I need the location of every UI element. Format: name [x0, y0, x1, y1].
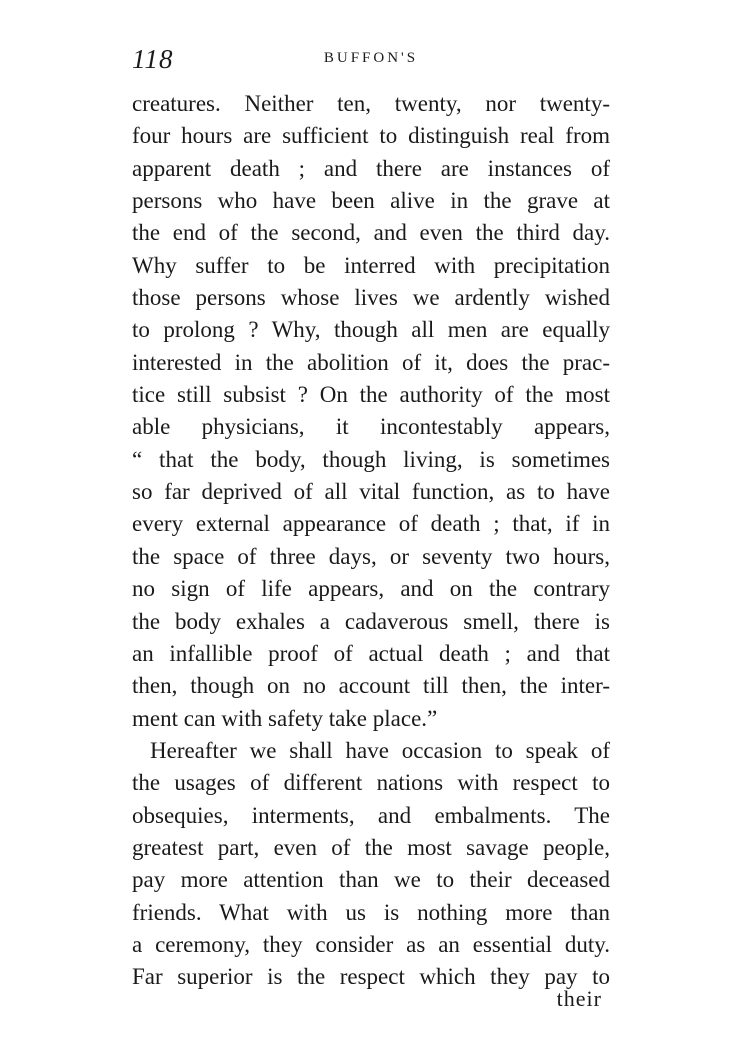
catchword: their [556, 986, 602, 1011]
text-line: obsequies, interments, and embalments. The [132, 802, 610, 828]
text-line: the usages of different nations with respect to [132, 770, 610, 796]
text-line: tice still subsist ? On the authority of the most [132, 382, 610, 408]
text-line: four hours are sufficient to distinguish real from [132, 123, 610, 149]
text-line: Hereafter we shall have occasion to speak of [150, 737, 610, 763]
text-line: able physicians, it incontestably appears, [132, 414, 610, 440]
text-line: friends. What with us is nothing more than [132, 899, 610, 925]
paragraph-1 [132, 88, 610, 735]
page-number: 118 [132, 44, 174, 74]
text-line: greatest part, even of the most savage people, [132, 834, 610, 860]
text-line: those persons whose lives we ardently wished [132, 285, 610, 311]
text-line: Why suffer to be interred with precipitation [132, 252, 610, 278]
text-line: apparent death ; and there are instances of [132, 155, 610, 181]
paragraph-2 [132, 735, 610, 994]
text-line: “ that the body, though living, is sometimes [132, 446, 610, 472]
text-line: to prolong ? Why, though all men are equally [132, 317, 610, 343]
text-line: a ceremony, they consider as an essential duty. [132, 931, 610, 957]
text-line: an infallible proof of actual death ; and that [132, 640, 610, 666]
text-line: pay more attention than we to their deceased [132, 867, 610, 893]
text-line: every external appearance of death ; that, if in [132, 511, 610, 537]
running-title: BUFFON'S [323, 50, 419, 66]
text-line: the end of the second, and even the third day. [132, 220, 610, 246]
text-line: so far deprived of all vital function, as to have [132, 479, 610, 505]
text-line: interested in the abolition of it, does the prac- [132, 349, 610, 375]
text-line: creatures. Neither ten, twenty, nor twenty- [132, 91, 610, 116]
text-line: ment can with safety take place.” [132, 705, 438, 731]
text-line: then, though on no account till then, the inter- [132, 673, 610, 699]
text-line: the space of three days, or seventy two hours, [132, 543, 610, 569]
running-head [132, 44, 610, 76]
text-line: the body exhales a cadaverous smell, there is [132, 608, 610, 634]
text-line: persons who have been alive in the grave at [132, 188, 610, 214]
text-line: no sign of life appears, and on the contrary [132, 576, 610, 602]
text-line: Far superior is the respect which they pay to [132, 964, 610, 990]
body-text [132, 88, 610, 994]
